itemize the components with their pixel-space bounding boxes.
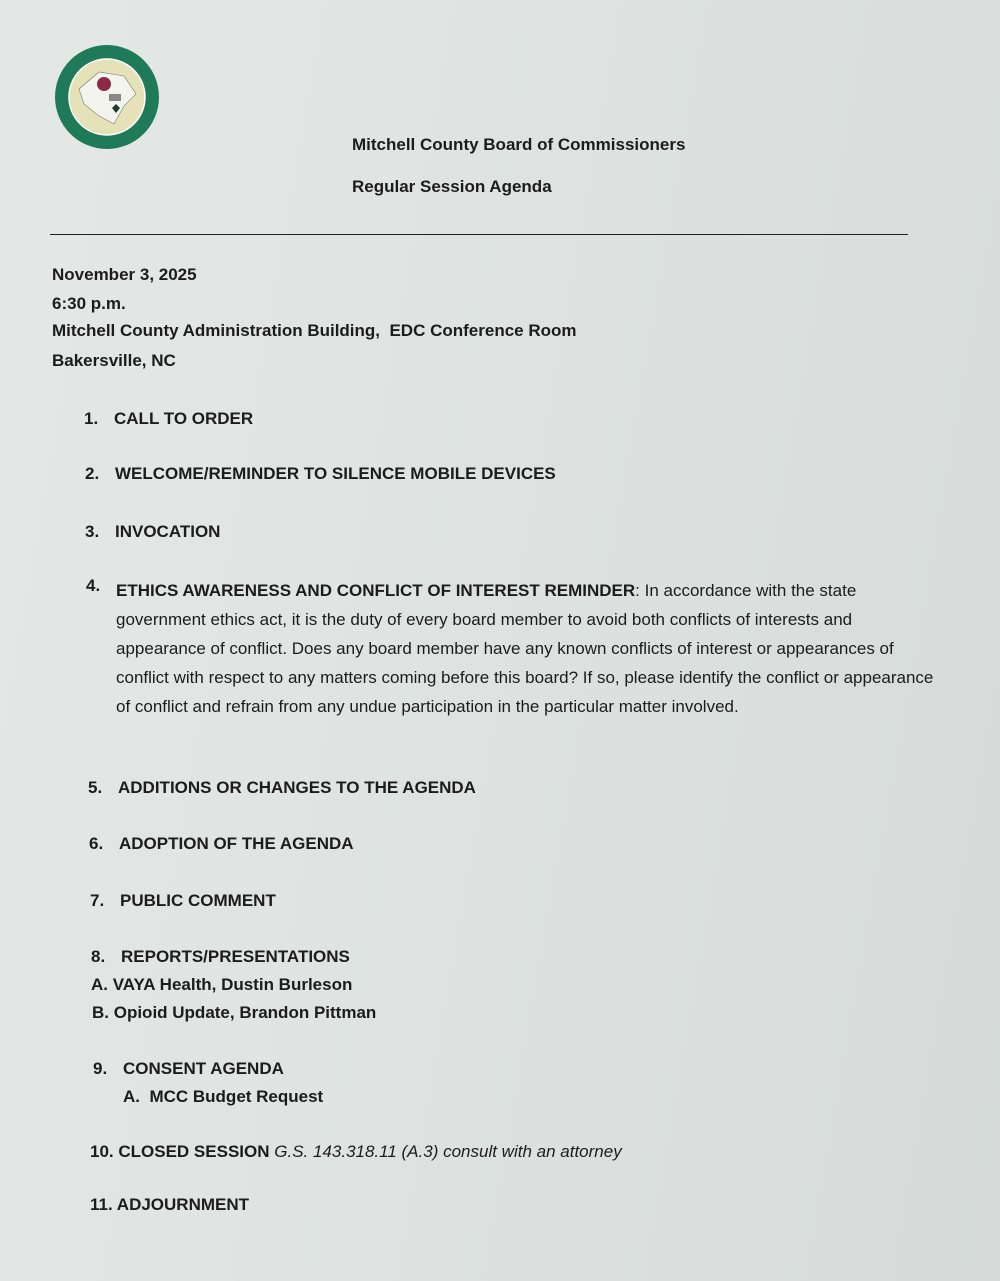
agenda-subitem: A. MCC Budget Request	[123, 1087, 324, 1106]
agenda-item: 6. ADOPTION OF THE AGENDA	[89, 834, 354, 853]
meeting-date: November 3, 2025	[52, 265, 197, 284]
agenda-subitem: A. VAYA Health, Dustin Burleson	[91, 975, 353, 994]
agenda-item: 10. CLOSED SESSION G.S. 143.318.11 (A.3) consult with an attorney	[90, 1142, 622, 1161]
divider	[50, 234, 908, 235]
document-title: Mitchell County Board of Commissioners	[352, 135, 686, 154]
document-subtitle: Regular Session Agenda	[352, 177, 552, 196]
agenda-item: 2. WELCOME/REMINDER TO SILENCE MOBILE DEVICES	[85, 464, 556, 483]
agenda-item: 3. INVOCATION	[85, 522, 221, 541]
agenda-item: 1. CALL TO ORDER	[84, 409, 254, 428]
agenda-item-ethics: ETHICS AWARENESS AND CONFLICT OF INTEREST REMINDER: In accordance with the state government ethics act, it is the duty of every board member to avoid both conflicts of interests and appearance of conflict. Does any board member have any known conflicts of interest or appearances of conflict with respect to any matters coming before this board? If so, please identify the conflict or appearance of conflict and refrain from any undue participation in the particular matter involved.	[116, 581, 934, 716]
agenda-item: 9. CONSENT AGENDA	[93, 1059, 284, 1078]
agenda-subitem: B. Opioid Update, Brandon Pittman	[92, 1003, 377, 1022]
meeting-city: Bakersville, NC	[52, 351, 176, 370]
county-seal-logo	[54, 44, 160, 150]
agenda-item: 8. REPORTS/PRESENTATIONS	[91, 947, 350, 966]
agenda-item: 11. ADJOURNMENT	[90, 1195, 250, 1214]
meeting-time: 6:30 p.m.	[52, 294, 126, 313]
meeting-location: Mitchell County Administration Building, EDC Conference Room	[52, 321, 577, 340]
agenda-item: 5. ADDITIONS OR CHANGES TO THE AGENDA	[88, 778, 476, 797]
agenda-item-number: 4.	[86, 576, 101, 595]
agenda-item: 7. PUBLIC COMMENT	[90, 891, 276, 910]
